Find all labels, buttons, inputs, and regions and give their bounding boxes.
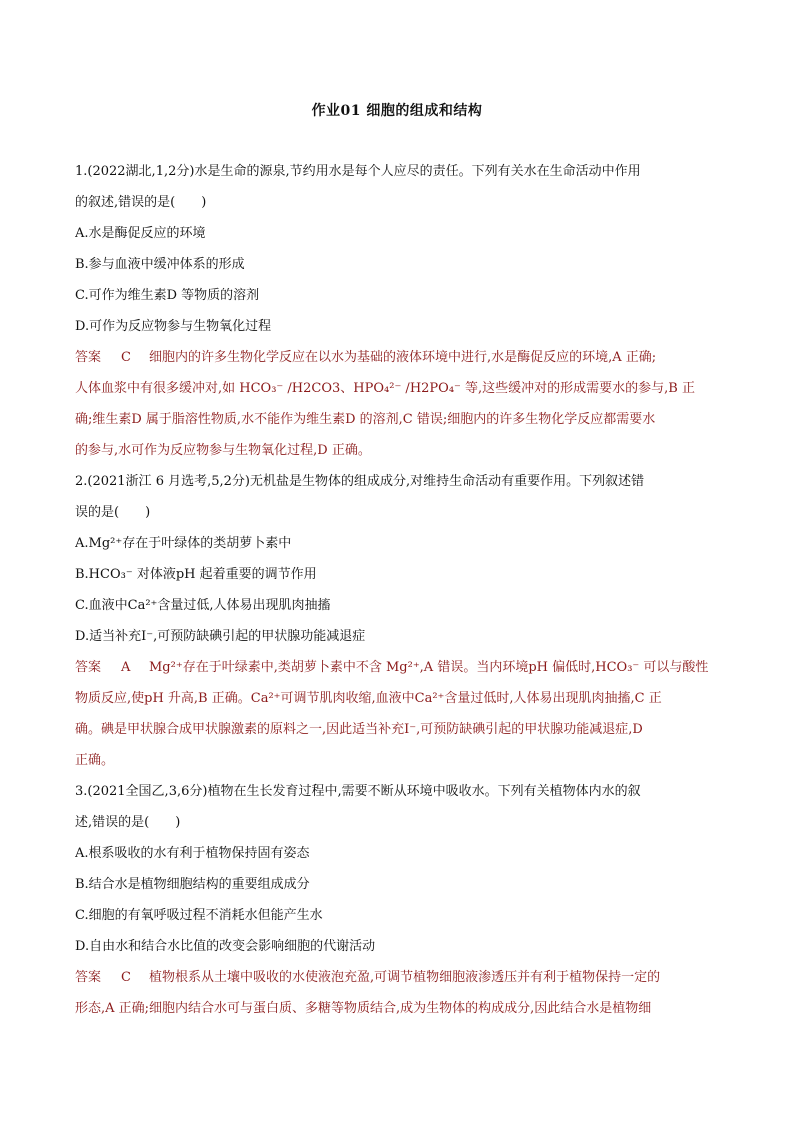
question-2 [75,470,725,780]
answer-letter: C [121,970,131,985]
question-stem-line: 3.(2021全国乙,3,6分)植物在生长发育过程中,需要不断从环境中吸收水。下列有关植物体内水的叙 [75,784,641,799]
explanation-line: 人体血浆中有很多缓冲对,如 HCO₃⁻ /H2CO3、HPO₄²⁻ /H2PO₄⁻ 等,这些缓冲对的形成需要水的参与,B 正 [75,381,695,396]
question-1 [75,160,725,470]
question-list [75,160,725,1028]
option-a: A.Mg²⁺存在于叶绿体的类胡萝卜素中 [75,536,292,551]
explanation-line: 确。碘是甲状腺合成甲状腺激素的原料之一,因此适当补充I⁻,可预防缺碘引起的甲状腺功能减退症,D [75,722,643,737]
answer-line [75,656,725,687]
option-c: C.血液中Ca²⁺含量过低,人体易出现肌肉抽搐 [75,598,331,613]
explanation-line: 物质反应,使pH 升高,B 正确。Ca²⁺可调节肌肉收缩,血液中Ca²⁺含量过低时,人体易出现肌肉抽搐,C 正 [75,691,662,706]
answer-line [75,346,725,377]
option-c: C.可作为维生素D 等物质的溶剂 [75,288,260,303]
explanation-text: 细胞内的许多生物化学反应在以水为基础的液体环境中进行,水是酶促反应的环境,A 正确; [149,350,657,365]
answer-letter: A [121,660,131,675]
option-d: D.可作为反应物参与生物氧化过程 [75,319,272,334]
page-title: 作业01 细胞的组成和结构 [311,103,483,119]
question-3 [75,780,725,1028]
option-a: A.水是酶促反应的环境 [75,226,206,241]
question-stem-line: 的叙述,错误的是( ) [75,195,207,210]
answer-letter: C [121,350,131,365]
option-a: A.根系吸收的水有利于植物保持固有姿态 [75,846,310,861]
explanation-line: 的参与,水可作为反应物参与生物氧化过程,D 正确。 [75,443,371,458]
answer-label: 答案 [75,660,102,675]
explanation-line: 正确。 [75,753,115,768]
answer-line [75,966,725,997]
option-b: B.结合水是植物细胞结构的重要组成成分 [75,877,310,892]
question-stem-line: 2.(2021浙江 6 月选考,5,2分)无机盐是生物体的组成成分,对维持生命活动有重要作用。下列叙述错 [75,474,645,489]
explanation-line: 确;维生素D 属于脂溶性物质,水不能作为维生素D 的溶剂,C 错误;细胞内的许多生物化学反应都需要水 [75,412,656,427]
option-d: D.自由水和结合水比值的改变会影响细胞的代谢活动 [75,939,376,954]
question-stem-line: 述,错误的是( ) [75,815,181,830]
option-d: D.适当补充I⁻,可预防缺碘引起的甲状腺功能减退症 [75,629,366,644]
option-b: B.参与血液中缓冲体系的形成 [75,257,245,272]
option-c: C.细胞的有氧呼吸过程不消耗水但能产生水 [75,908,323,923]
explanation-text: 植物根系从土壤中吸收的水使液泡充盈,可调节植物细胞液渗透压并有利于植物保持一定的 [149,970,661,985]
explanation-text: Mg²⁺存在于叶绿素中,类胡萝卜素中不含 Mg²⁺,A 错误。当内环境pH 偏低时,HCO₃⁻ 可以与酸性 [149,660,709,675]
answer-label: 答案 [75,970,102,985]
option-b: B.HCO₃⁻ 对体液pH 起着重要的调节作用 [75,567,317,582]
question-stem-line: 1.(2022湖北,1,2分)水是生命的源泉,节约用水是每个人应尽的责任。下列有关水在生命活动中作用 [75,164,641,179]
explanation-line: 形态,A 正确;细胞内结合水可与蛋白质、多糖等物质结合,成为生物体的构成成分,因此结合水是植物细 [75,1001,652,1016]
question-stem-line: 误的是( ) [75,505,151,520]
answer-label: 答案 [75,350,102,365]
